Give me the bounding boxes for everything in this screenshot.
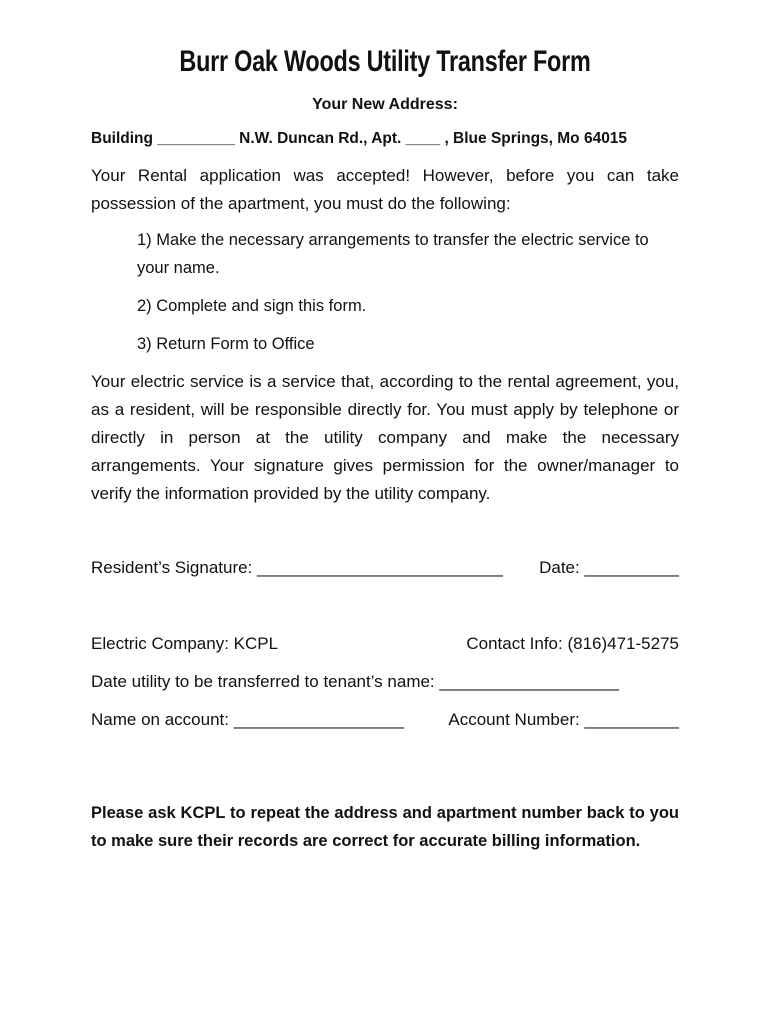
step-item: 3) Return Form to Office xyxy=(137,335,315,353)
account-name-field[interactable]: Name on account: __________________ xyxy=(91,710,404,729)
new-address-heading: Your New Address: xyxy=(312,96,458,113)
signature-date-field[interactable]: Date: __________ xyxy=(539,558,679,577)
signature-row xyxy=(91,554,679,582)
address-line: Building _________ N.W. Duncan Rd., Apt. ____ , Blue Springs, Mo 64015 xyxy=(91,130,628,147)
kcpl-note: Please ask KCPL to repeat the address and apartment number back to you to make sure their records are correct for accurate billing information. xyxy=(91,803,679,850)
transfer-date-field[interactable]: Date utility to be transferred to tenant’s name: ___________________ xyxy=(91,672,620,691)
step-item: 2) Complete and sign this form. xyxy=(137,297,367,315)
body-paragraph: Your electric service is a service that, according to the rental agreement, you, as a resident, will be responsible directly for. You must apply by telephone or directly in person at the utility company and make the necessary arrangements. Your signature gives permission for the owner/manager to verify the information provided by the utility company. xyxy=(91,372,679,503)
intro-paragraph: Your Rental application was accepted! However, before you can take possession of the apartment, you must do the following: xyxy=(91,166,679,213)
account-number-field[interactable]: Account Number: __________ xyxy=(448,710,679,729)
form-page xyxy=(91,40,679,871)
steps-list xyxy=(137,226,679,358)
company-row xyxy=(91,630,679,658)
form-title: Burr Oak Woods Utility Transfer Form xyxy=(179,45,591,78)
contact-info-label: Contact Info: (816)471-5275 xyxy=(466,634,679,653)
account-row xyxy=(91,706,679,734)
electric-company-label: Electric Company: KCPL xyxy=(91,634,279,653)
step-item: 1) Make the necessary arrangements to transfer the electric service to your name. xyxy=(137,231,649,277)
resident-signature-field[interactable]: Resident’s Signature: __________________________ xyxy=(91,558,503,577)
